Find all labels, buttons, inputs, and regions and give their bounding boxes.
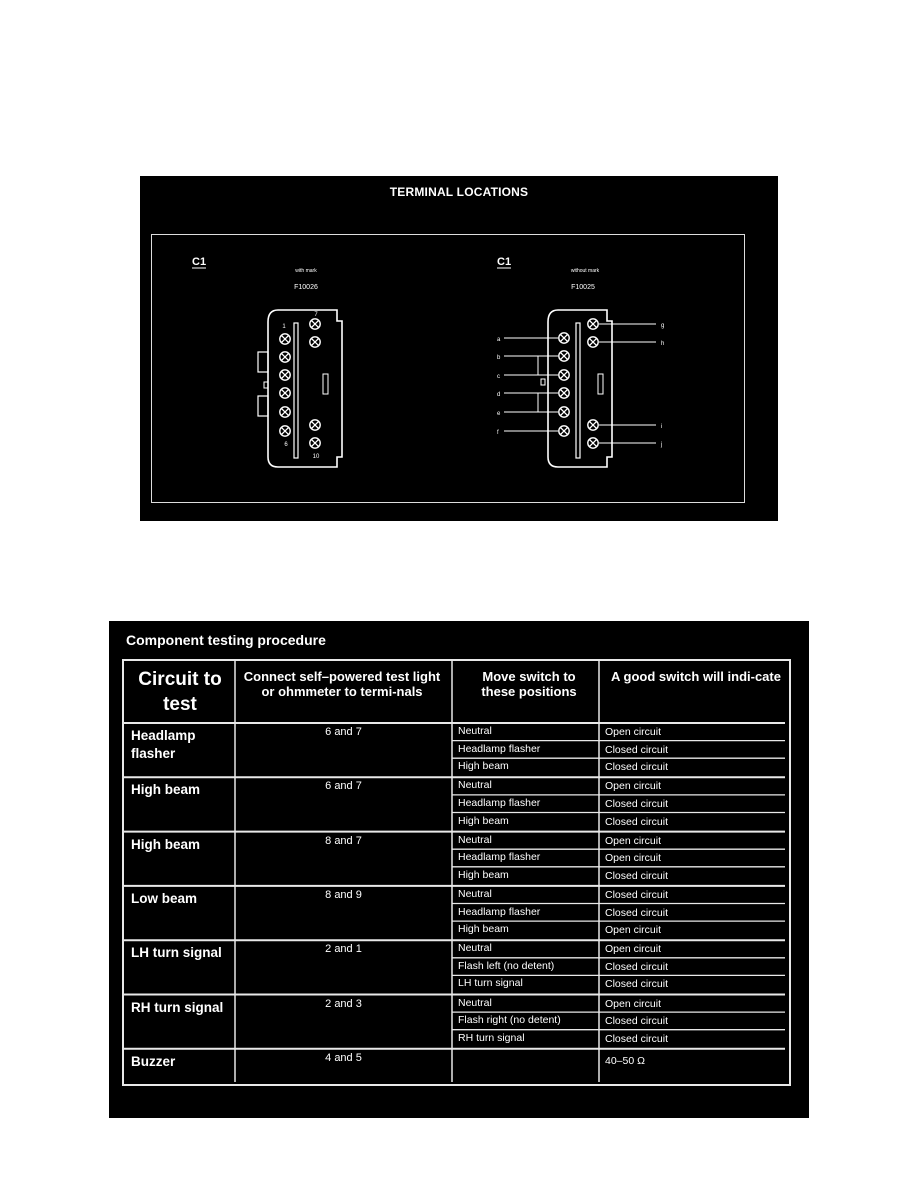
- expected-result: Closed circuit: [605, 960, 669, 973]
- pin-label-a: a: [497, 337, 501, 343]
- expected-result: Open circuit: [605, 997, 662, 1010]
- pin-label-h: h: [661, 341, 665, 347]
- pin-label-i: i: [661, 424, 663, 430]
- switch-position: Neutral: [458, 887, 492, 900]
- terminal-pair: 8 and 9: [325, 888, 362, 901]
- expected-result: Open circuit: [605, 943, 662, 956]
- header-terminals: Connect self–powered test light or ohmmeter to termi-nals: [243, 669, 441, 699]
- right-connector-note: without mark: [570, 268, 600, 274]
- switch-position: LH turn signal: [458, 977, 523, 990]
- switch-position: Neutral: [458, 779, 492, 792]
- testing-table: [122, 659, 791, 1086]
- switch-position: Headlamp flasher: [458, 742, 541, 755]
- switch-position: Neutral: [458, 725, 492, 737]
- right-connector-part-number: F10025: [571, 284, 595, 291]
- switch-position: High beam: [458, 760, 509, 773]
- circuit-name: High beam: [131, 836, 201, 852]
- pin-label-7: 7: [314, 312, 318, 318]
- switch-position: Headlamp flasher: [458, 905, 541, 918]
- terminal-pair: 4 and 5: [325, 1051, 362, 1064]
- header-circuit: Circuit to test: [138, 669, 222, 715]
- circuit-name: Buzzer: [131, 1053, 176, 1069]
- connector-diagram: [140, 176, 778, 521]
- switch-position: Neutral: [458, 942, 492, 955]
- expected-result: Closed circuit: [605, 1015, 669, 1028]
- terminal-pair: 2 and 3: [325, 997, 362, 1010]
- header-result: A good switch will indi-cate: [611, 669, 781, 684]
- right-connector: [497, 256, 664, 467]
- left-connector-part-number: F10026: [294, 284, 318, 291]
- expected-result: Closed circuit: [605, 743, 669, 756]
- expected-result: Closed circuit: [605, 906, 669, 919]
- left-connector-label: C1: [192, 256, 207, 268]
- terminal-pair: 6 and 7: [325, 780, 362, 793]
- switch-position: Neutral: [458, 833, 492, 846]
- circuit-name: Low beam: [131, 890, 198, 906]
- pin-label-g: g: [661, 323, 665, 329]
- pin-label-f: f: [497, 430, 499, 436]
- expected-result: Closed circuit: [605, 815, 669, 828]
- expected-result: Closed circuit: [605, 869, 669, 882]
- figure-title: TERMINAL LOCATIONS: [389, 185, 529, 199]
- switch-position: High beam: [458, 868, 509, 881]
- pin-label-10: 10: [312, 454, 320, 460]
- left-connector: [192, 256, 342, 467]
- expected-result: Open circuit: [605, 852, 662, 865]
- switch-position: Headlamp flasher: [458, 796, 541, 809]
- terminal-locations-figure: [140, 176, 778, 521]
- expected-result: Open circuit: [605, 924, 662, 937]
- circuit-name: LH turn signal: [131, 945, 222, 961]
- switch-position: High beam: [458, 923, 509, 936]
- expected-result: Closed circuit: [605, 888, 669, 901]
- expected-result: 40–50 Ω: [605, 1054, 645, 1067]
- expected-result: Closed circuit: [605, 761, 669, 774]
- switch-position: Flash left (no detent): [458, 959, 555, 972]
- circuit-name: RH turn signal: [131, 999, 224, 1015]
- switch-position: Flash right (no detent): [458, 1014, 561, 1027]
- expected-result: Open circuit: [605, 780, 662, 793]
- terminal-pair: 8 and 7: [325, 834, 362, 847]
- pin-label-e: e: [497, 411, 501, 417]
- right-connector-label: C1: [497, 256, 512, 268]
- pin-label-b: b: [497, 355, 501, 361]
- terminal-pair: 2 and 1: [325, 943, 362, 956]
- switch-position: High beam: [458, 814, 509, 827]
- switch-position: Neutral: [458, 996, 492, 1009]
- expected-result: Closed circuit: [605, 797, 669, 810]
- circuit-name: High beam: [131, 782, 201, 798]
- expected-result: Open circuit: [605, 834, 662, 847]
- left-connector-note: with mark: [295, 268, 317, 274]
- pin-label-c: c: [497, 374, 500, 380]
- component-testing-figure: [109, 621, 809, 1118]
- header-positions: Move switch to these positions: [481, 669, 577, 699]
- pin-label-j: j: [661, 442, 663, 448]
- switch-position: RH turn signal: [458, 1031, 525, 1044]
- table-title: Component testing procedure: [126, 632, 326, 648]
- switch-position: Headlamp flasher: [458, 851, 541, 864]
- expected-result: Closed circuit: [605, 1032, 669, 1045]
- expected-result: Open circuit: [605, 726, 662, 738]
- pin-label-6: 6: [284, 442, 288, 448]
- pin-label-1: 1: [282, 324, 286, 330]
- circuit-name: Headlamp flasher: [131, 728, 196, 761]
- terminal-pair: 6 and 7: [325, 726, 362, 738]
- expected-result: Closed circuit: [605, 978, 669, 991]
- pin-label-d: d: [497, 392, 501, 398]
